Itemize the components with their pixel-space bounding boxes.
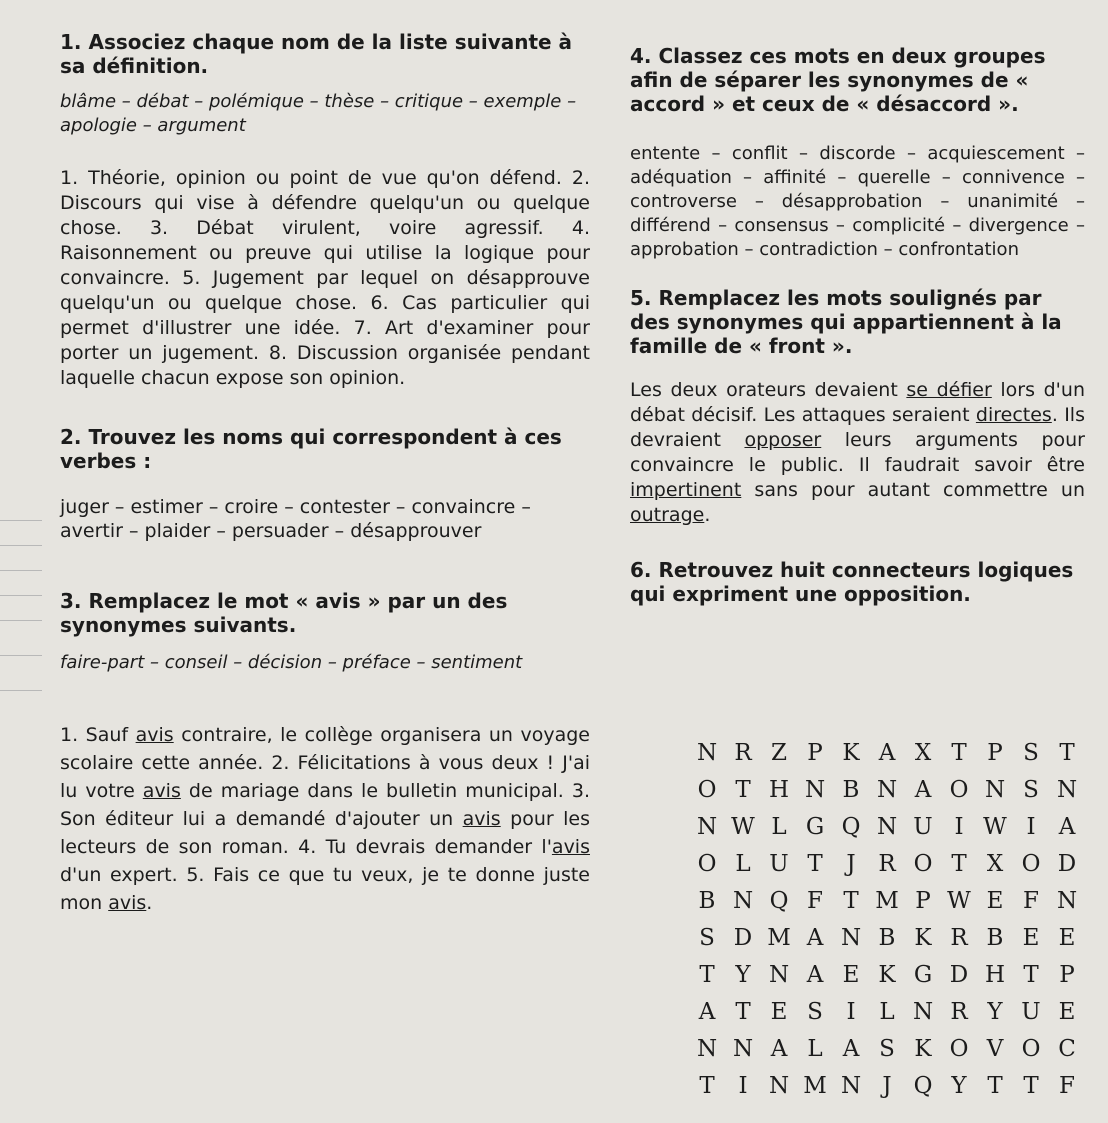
grid-letter: N (876, 814, 898, 840)
grid-letter: N (840, 925, 862, 951)
underlined-word: impertinent (630, 479, 742, 501)
grid-letter: B (698, 888, 716, 914)
grid-letter: K (914, 1036, 932, 1062)
underlined-avis: avis (108, 892, 147, 914)
grid-letter: T (987, 1073, 1003, 1099)
grid-letter: Z (771, 740, 787, 766)
grid-letter: I (954, 814, 964, 840)
grid-letter: B (878, 925, 896, 951)
grid-letter: S (1023, 740, 1039, 766)
grid-letter: W (983, 814, 1007, 840)
word-search-grid (690, 735, 1085, 1110)
grid-letter: A (698, 999, 716, 1025)
grid-letter: B (986, 925, 1004, 951)
grid-letter: D (949, 962, 969, 988)
grid-letter: N (696, 740, 718, 766)
underlined-avis: avis (135, 724, 174, 746)
grid-letter: J (882, 1073, 892, 1099)
grid-letter: A (914, 777, 932, 803)
grid-letter: E (986, 888, 1004, 914)
grid-letter: T (699, 1073, 715, 1099)
exercise-3-sentences: 1. Sauf avis contraire, le collège organisera un voyage scolaire cette année. 2. Félicitations à vous deux ! J'ai lu votre avis de mariage dans le bulletin municipal. 3. Son éditeur lui a demandé d'ajouter un avis pour les lecteurs de son roman. 4. Tu devrais demander l'avis d'un expert. 5. Fais ce que tu veux, je te donne juste mon avis. (60, 724, 590, 914)
grid-letter: L (771, 814, 787, 840)
grid-letter: I (738, 1073, 748, 1099)
grid-letter: O (1021, 1036, 1041, 1062)
grid-letter: E (1058, 999, 1076, 1025)
grid-letter: R (950, 925, 968, 951)
underlined-word: outrage (630, 504, 705, 526)
grid-letter: N (840, 1073, 862, 1099)
grid-letter: P (807, 740, 823, 766)
grid-letter: B (842, 777, 860, 803)
grid-letter: O (697, 851, 717, 877)
grid-letter: T (807, 851, 823, 877)
grid-letter: M (767, 925, 791, 951)
grid-letter: M (803, 1073, 827, 1099)
grid-letter: V (986, 1036, 1004, 1062)
exercise-6 (630, 558, 1085, 606)
exercise-3-title: 3. Remplacez le mot « avis » par un des synonymes suivants. (60, 589, 508, 637)
underlined-avis: avis (142, 780, 181, 802)
grid-letter: N (768, 1073, 790, 1099)
grid-letter: O (697, 777, 717, 803)
grid-letter: E (1022, 925, 1040, 951)
grid-letter: S (807, 999, 823, 1025)
grid-letter: N (696, 814, 718, 840)
grid-letter: P (915, 888, 931, 914)
grid-letter: G (805, 814, 825, 840)
grid-letter: L (735, 851, 751, 877)
exercise-5 (630, 286, 1085, 528)
grid-letter: R (734, 740, 752, 766)
grid-letter: W (947, 888, 971, 914)
underlined-word: directes (975, 404, 1052, 426)
grid-letter: E (770, 999, 788, 1025)
grid-letter: Y (735, 962, 751, 988)
grid-letter: X (914, 740, 932, 766)
grid-letter: T (735, 777, 751, 803)
grid-letter: A (878, 740, 896, 766)
underlined-avis: avis (551, 836, 590, 858)
grid-letter: K (842, 740, 860, 766)
grid-letter: A (770, 1036, 788, 1062)
grid-letter: T (843, 888, 859, 914)
exercise-2-words: juger – estimer – croire – contester – convaincre – avertir – plaider – persuader – désapprouver (60, 496, 531, 542)
exercise-1 (60, 30, 590, 391)
grid-letter: T (1023, 962, 1039, 988)
exercise-2-title: 2. Trouvez les noms qui correspondent à ces verbes : (60, 425, 562, 473)
grid-letter: D (1057, 851, 1077, 877)
grid-letter: J (846, 851, 856, 877)
grid-letter: K (914, 925, 932, 951)
grid-letter: L (879, 999, 895, 1025)
grid-letter: Y (987, 999, 1003, 1025)
grid-letter: T (735, 999, 751, 1025)
grid-letter: P (1059, 962, 1075, 988)
right-column (630, 0, 1085, 606)
grid-letter: D (733, 925, 753, 951)
grid-letter: S (1023, 777, 1039, 803)
grid-letter: T (699, 962, 715, 988)
exercise-1-title: 1. Associez chaque nom de la liste suivante à sa définition. (60, 30, 573, 78)
grid-letter: M (875, 888, 899, 914)
grid-letter: Y (951, 1073, 967, 1099)
grid-letter: Q (913, 1073, 933, 1099)
grid-letter: H (984, 962, 1006, 988)
underlined-word: opposer (744, 429, 822, 451)
grid-letter: S (879, 1036, 895, 1062)
grid-letter: O (1021, 851, 1041, 877)
grid-letter: O (949, 1036, 969, 1062)
grid-letter: T (1023, 1073, 1039, 1099)
exercise-3 (60, 589, 590, 917)
grid-letter: C (1058, 1036, 1076, 1062)
grid-letter: Q (841, 814, 861, 840)
exercise-5-text: Les deux orateurs devaient se défier lors d'un débat décisif. Les attaques seraient directes. Ils devraient opposer leurs arguments pour convaincre le public. Il faudrait savoir être impertinent sans pour autant commettre un outrage. (630, 379, 1085, 526)
grid-letter: T (951, 851, 967, 877)
underlined-avis: avis (462, 808, 501, 830)
grid-letter: U (913, 814, 933, 840)
grid-letter: N (732, 1036, 754, 1062)
exercise-5-title: 5. Remplacez les mots soulignés par des synonymes qui appartiennent à la famille de « front ». (630, 286, 1062, 358)
exercise-1-words: blâme – débat – polémique – thèse – critique – exemple – apologie – argument (60, 91, 577, 136)
grid-letter: A (806, 962, 824, 988)
grid-letter: U (769, 851, 789, 877)
grid-letter: F (807, 888, 823, 914)
grid-letter: X (986, 851, 1004, 877)
grid-letter: H (768, 777, 790, 803)
grid-letter: G (913, 962, 933, 988)
grid-letter: E (1058, 925, 1076, 951)
grid-letter: S (699, 925, 715, 951)
grid-letter: N (876, 777, 898, 803)
grid-letter: O (949, 777, 969, 803)
exercise-6-title: 6. Retrouvez huit connecteurs logiques qui expriment une opposition. (630, 558, 1074, 606)
grid-letter: A (1058, 814, 1076, 840)
grid-letter: N (768, 962, 790, 988)
grid-letter: I (1026, 814, 1036, 840)
grid-letter: N (732, 888, 754, 914)
exercise-1-definitions: 1. Théorie, opinion ou point de vue qu'on défend. 2. Discours qui vise à défendre quelqu'un ou quelque chose. 3. Débat virulent, voire agressif. 4. Raisonnement ou preuve qui utilise la logique pour convaincre. 5. Jugement par lequel on désapprouve quelqu'un ou quelque chose. 6. Cas particulier qui permet d'illustrer une idée. 7. Art d'examiner pour porter un jugement. 8. Discussion organisée pendant laquelle chacun expose son opinion. (60, 167, 590, 389)
grid-letter: R (878, 851, 896, 877)
grid-letter: F (1059, 1073, 1075, 1099)
grid-letter: E (842, 962, 860, 988)
grid-letter: N (1056, 777, 1078, 803)
grid-letter: A (842, 1036, 860, 1062)
grid-letter: P (987, 740, 1003, 766)
grid-letter: F (1023, 888, 1039, 914)
exercise-4 (630, 44, 1085, 262)
grid-letter: I (846, 999, 856, 1025)
grid-letter: R (950, 999, 968, 1025)
grid-letter: O (913, 851, 933, 877)
exercise-4-title: 4. Classez ces mots en deux groupes afin de séparer les synonymes de « accord » et ceux de « désaccord ». (630, 44, 1046, 116)
left-column (60, 0, 590, 917)
grid-letter: T (951, 740, 967, 766)
grid-letter: N (804, 777, 826, 803)
grid-letter: L (807, 1036, 823, 1062)
exercise-4-words: entente – conflit – discorde – acquiescement – adéquation – affinité – querelle – connivence – controverse – désapprobation – unanimité – différend – consensus – complicité – divergence – approbation – contradiction – confrontation (630, 143, 1085, 260)
grid-letter: N (912, 999, 934, 1025)
grid-letter: U (1021, 999, 1041, 1025)
grid-letter: N (696, 1036, 718, 1062)
exercise-2 (60, 425, 590, 543)
grid-letter: K (878, 962, 896, 988)
grid-letter: A (806, 925, 824, 951)
exercise-3-words: faire-part – conseil – décision – préface – sentiment (60, 652, 523, 673)
grid-letter: T (1059, 740, 1075, 766)
grid-letter: Q (769, 888, 789, 914)
grid-letter: W (731, 814, 755, 840)
underlined-word: se défier (906, 379, 992, 401)
grid-letter: N (984, 777, 1006, 803)
grid-letter: N (1056, 888, 1078, 914)
